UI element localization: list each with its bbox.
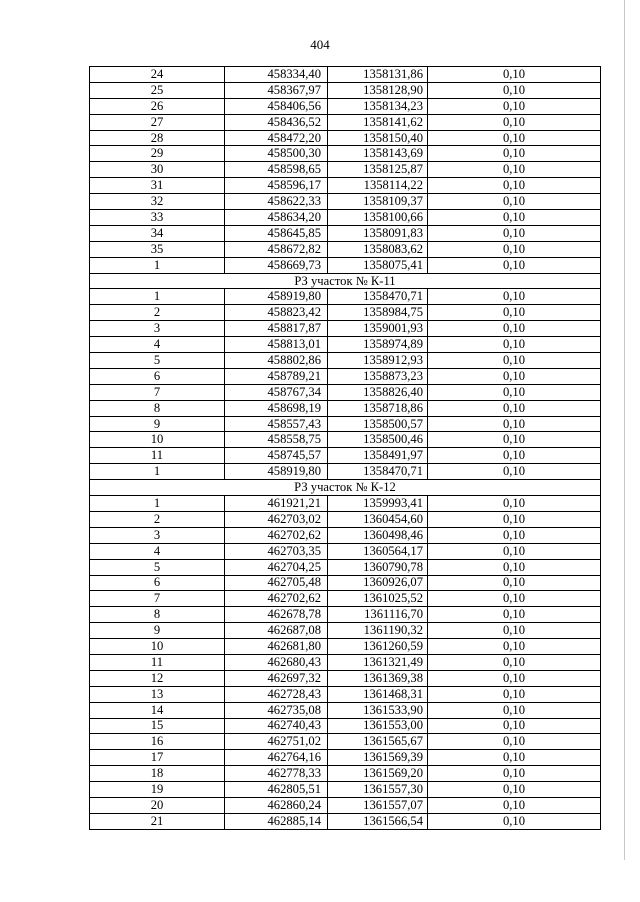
point-number-cell: 16: [90, 734, 225, 750]
accuracy-cell: 0,10: [428, 225, 601, 241]
table-row: [90, 718, 601, 734]
x-coordinate-cell: 458823,42: [225, 305, 328, 321]
y-coordinate-cell: 1358141,62: [328, 114, 428, 130]
y-coordinate-cell: 1360498,46: [328, 527, 428, 543]
y-coordinate-cell: 1358470,71: [328, 289, 428, 305]
x-coordinate-cell: 458472,20: [225, 130, 328, 146]
table-row: [90, 82, 601, 98]
y-coordinate-cell: 1359001,93: [328, 321, 428, 337]
y-coordinate-cell: 1358873,23: [328, 368, 428, 384]
y-coordinate-cell: 1358500,46: [328, 432, 428, 448]
y-coordinate-cell: 1361557,07: [328, 797, 428, 813]
point-number-cell: 9: [90, 416, 225, 432]
y-coordinate-cell: 1361569,20: [328, 766, 428, 782]
point-number-cell: 12: [90, 670, 225, 686]
point-number-cell: 1: [90, 257, 225, 273]
point-number-cell: 31: [90, 178, 225, 194]
point-number-cell: 8: [90, 607, 225, 623]
y-coordinate-cell: 1359993,41: [328, 496, 428, 512]
x-coordinate-cell: 458436,52: [225, 114, 328, 130]
y-coordinate-cell: 1361321,49: [328, 654, 428, 670]
point-number-cell: 9: [90, 623, 225, 639]
y-coordinate-cell: 1361260,59: [328, 639, 428, 655]
y-coordinate-cell: 1361369,38: [328, 670, 428, 686]
y-coordinate-cell: 1358718,86: [328, 400, 428, 416]
y-coordinate-cell: 1358143,69: [328, 146, 428, 162]
point-number-cell: 1: [90, 496, 225, 512]
table-row: [90, 353, 601, 369]
accuracy-cell: 0,10: [428, 416, 601, 432]
section-heading: РЗ участок № К-11: [90, 273, 601, 289]
y-coordinate-cell: 1358500,57: [328, 416, 428, 432]
table-row: [90, 178, 601, 194]
table-row: [90, 782, 601, 798]
accuracy-cell: 0,10: [428, 766, 601, 782]
y-coordinate-cell: 1358114,22: [328, 178, 428, 194]
table-row: [90, 384, 601, 400]
point-number-cell: 17: [90, 750, 225, 766]
table-row: [90, 543, 601, 559]
point-number-cell: 1: [90, 464, 225, 480]
y-coordinate-cell: 1358109,37: [328, 194, 428, 210]
accuracy-cell: 0,10: [428, 194, 601, 210]
accuracy-cell: 0,10: [428, 607, 601, 623]
accuracy-cell: 0,10: [428, 670, 601, 686]
x-coordinate-cell: 458645,85: [225, 225, 328, 241]
point-number-cell: 29: [90, 146, 225, 162]
accuracy-cell: 0,10: [428, 432, 601, 448]
table-row: [90, 766, 601, 782]
accuracy-cell: 0,10: [428, 289, 601, 305]
x-coordinate-cell: 462735,08: [225, 702, 328, 718]
y-coordinate-cell: 1358100,66: [328, 210, 428, 226]
accuracy-cell: 0,10: [428, 718, 601, 734]
point-number-cell: 14: [90, 702, 225, 718]
section-heading-row: [90, 480, 601, 496]
point-number-cell: 18: [90, 766, 225, 782]
table-row: [90, 289, 601, 305]
table-row: [90, 98, 601, 114]
point-number-cell: 4: [90, 337, 225, 353]
x-coordinate-cell: 462740,43: [225, 718, 328, 734]
table-row: [90, 734, 601, 750]
x-coordinate-cell: 458767,34: [225, 384, 328, 400]
x-coordinate-cell: 462697,32: [225, 670, 328, 686]
table-row: [90, 702, 601, 718]
x-coordinate-cell: 458919,80: [225, 464, 328, 480]
table-row: [90, 654, 601, 670]
coordinates-table: [89, 66, 601, 830]
table-row: [90, 162, 601, 178]
y-coordinate-cell: 1361569,39: [328, 750, 428, 766]
table-row: [90, 813, 601, 829]
table-row: [90, 337, 601, 353]
accuracy-cell: 0,10: [428, 400, 601, 416]
x-coordinate-cell: 462702,62: [225, 591, 328, 607]
table-row: [90, 623, 601, 639]
y-coordinate-cell: 1361190,32: [328, 623, 428, 639]
point-number-cell: 2: [90, 305, 225, 321]
table-row: [90, 400, 601, 416]
table-row: [90, 639, 601, 655]
y-coordinate-cell: 1358125,87: [328, 162, 428, 178]
y-coordinate-cell: 1358984,75: [328, 305, 428, 321]
accuracy-cell: 0,10: [428, 782, 601, 798]
y-coordinate-cell: 1358491,97: [328, 448, 428, 464]
x-coordinate-cell: 462703,35: [225, 543, 328, 559]
coordinates-table-body: [90, 67, 601, 830]
point-number-cell: 27: [90, 114, 225, 130]
accuracy-cell: 0,10: [428, 98, 601, 114]
x-coordinate-cell: 462805,51: [225, 782, 328, 798]
x-coordinate-cell: 458622,33: [225, 194, 328, 210]
accuracy-cell: 0,10: [428, 305, 601, 321]
accuracy-cell: 0,10: [428, 654, 601, 670]
accuracy-cell: 0,10: [428, 162, 601, 178]
y-coordinate-cell: 1358075,41: [328, 257, 428, 273]
x-coordinate-cell: 458698,19: [225, 400, 328, 416]
point-number-cell: 34: [90, 225, 225, 241]
point-number-cell: 20: [90, 797, 225, 813]
point-number-cell: 13: [90, 686, 225, 702]
accuracy-cell: 0,10: [428, 527, 601, 543]
y-coordinate-cell: 1361468,31: [328, 686, 428, 702]
y-coordinate-cell: 1361533,90: [328, 702, 428, 718]
x-coordinate-cell: 462751,02: [225, 734, 328, 750]
table-row: [90, 114, 601, 130]
x-coordinate-cell: 462680,43: [225, 654, 328, 670]
accuracy-cell: 0,10: [428, 591, 601, 607]
accuracy-cell: 0,10: [428, 543, 601, 559]
point-number-cell: 26: [90, 98, 225, 114]
point-number-cell: 24: [90, 67, 225, 83]
x-coordinate-cell: 458334,40: [225, 67, 328, 83]
point-number-cell: 6: [90, 368, 225, 384]
table-row: [90, 241, 601, 257]
x-coordinate-cell: 462764,16: [225, 750, 328, 766]
accuracy-cell: 0,10: [428, 67, 601, 83]
table-row: [90, 146, 601, 162]
y-coordinate-cell: 1361565,67: [328, 734, 428, 750]
x-coordinate-cell: 458406,56: [225, 98, 328, 114]
x-coordinate-cell: 458500,30: [225, 146, 328, 162]
accuracy-cell: 0,10: [428, 337, 601, 353]
accuracy-cell: 0,10: [428, 639, 601, 655]
accuracy-cell: 0,10: [428, 797, 601, 813]
accuracy-cell: 0,10: [428, 384, 601, 400]
table-row: [90, 559, 601, 575]
x-coordinate-cell: 458789,21: [225, 368, 328, 384]
section-heading: РЗ участок № К-12: [90, 480, 601, 496]
point-number-cell: 11: [90, 654, 225, 670]
table-row: [90, 496, 601, 512]
accuracy-cell: 0,10: [428, 448, 601, 464]
y-coordinate-cell: 1361557,30: [328, 782, 428, 798]
accuracy-cell: 0,10: [428, 734, 601, 750]
x-coordinate-cell: 462687,08: [225, 623, 328, 639]
y-coordinate-cell: 1358091,83: [328, 225, 428, 241]
x-coordinate-cell: 462705,48: [225, 575, 328, 591]
y-coordinate-cell: 1361116,70: [328, 607, 428, 623]
table-row: [90, 575, 601, 591]
x-coordinate-cell: 462885,14: [225, 813, 328, 829]
table-row: [90, 321, 601, 337]
accuracy-cell: 0,10: [428, 813, 601, 829]
point-number-cell: 35: [90, 241, 225, 257]
accuracy-cell: 0,10: [428, 750, 601, 766]
table-row: [90, 257, 601, 273]
x-coordinate-cell: 458558,75: [225, 432, 328, 448]
y-coordinate-cell: 1358912,93: [328, 353, 428, 369]
table-row: [90, 591, 601, 607]
x-coordinate-cell: 458598,65: [225, 162, 328, 178]
accuracy-cell: 0,10: [428, 257, 601, 273]
accuracy-cell: 0,10: [428, 178, 601, 194]
point-number-cell: 15: [90, 718, 225, 734]
point-number-cell: 33: [90, 210, 225, 226]
x-coordinate-cell: 462704,25: [225, 559, 328, 575]
point-number-cell: 5: [90, 353, 225, 369]
point-number-cell: 10: [90, 639, 225, 655]
point-number-cell: 2: [90, 511, 225, 527]
accuracy-cell: 0,10: [428, 210, 601, 226]
accuracy-cell: 0,10: [428, 321, 601, 337]
point-number-cell: 7: [90, 591, 225, 607]
table-row: [90, 527, 601, 543]
y-coordinate-cell: 1358134,23: [328, 98, 428, 114]
x-coordinate-cell: 462678,78: [225, 607, 328, 623]
y-coordinate-cell: 1358826,40: [328, 384, 428, 400]
y-coordinate-cell: 1358083,62: [328, 241, 428, 257]
point-number-cell: 8: [90, 400, 225, 416]
accuracy-cell: 0,10: [428, 130, 601, 146]
x-coordinate-cell: 462703,02: [225, 511, 328, 527]
point-number-cell: 6: [90, 575, 225, 591]
accuracy-cell: 0,10: [428, 114, 601, 130]
table-row: [90, 416, 601, 432]
accuracy-cell: 0,10: [428, 353, 601, 369]
point-number-cell: 3: [90, 527, 225, 543]
page-number: 404: [310, 37, 330, 52]
table-row: [90, 464, 601, 480]
point-number-cell: 4: [90, 543, 225, 559]
y-coordinate-cell: 1358150,40: [328, 130, 428, 146]
accuracy-cell: 0,10: [428, 496, 601, 512]
y-coordinate-cell: 1360564,17: [328, 543, 428, 559]
x-coordinate-cell: 458817,87: [225, 321, 328, 337]
accuracy-cell: 0,10: [428, 241, 601, 257]
table-row: [90, 797, 601, 813]
scan-edge-line: [624, 0, 625, 860]
table-row: [90, 194, 601, 210]
point-number-cell: 30: [90, 162, 225, 178]
point-number-cell: 25: [90, 82, 225, 98]
x-coordinate-cell: 462778,33: [225, 766, 328, 782]
x-coordinate-cell: 458919,80: [225, 289, 328, 305]
point-number-cell: 1: [90, 289, 225, 305]
table-row: [90, 511, 601, 527]
point-number-cell: 10: [90, 432, 225, 448]
point-number-cell: 32: [90, 194, 225, 210]
section-heading-row: [90, 273, 601, 289]
x-coordinate-cell: 458367,97: [225, 82, 328, 98]
point-number-cell: 7: [90, 384, 225, 400]
point-number-cell: 19: [90, 782, 225, 798]
accuracy-cell: 0,10: [428, 702, 601, 718]
x-coordinate-cell: 458634,20: [225, 210, 328, 226]
point-number-cell: 3: [90, 321, 225, 337]
table-row: [90, 67, 601, 83]
point-number-cell: 21: [90, 813, 225, 829]
table-row: [90, 670, 601, 686]
table-row: [90, 368, 601, 384]
table-row: [90, 130, 601, 146]
y-coordinate-cell: 1360926,07: [328, 575, 428, 591]
x-coordinate-cell: 462702,62: [225, 527, 328, 543]
x-coordinate-cell: 461921,21: [225, 496, 328, 512]
x-coordinate-cell: 458813,01: [225, 337, 328, 353]
accuracy-cell: 0,10: [428, 464, 601, 480]
x-coordinate-cell: 462681,80: [225, 639, 328, 655]
accuracy-cell: 0,10: [428, 686, 601, 702]
y-coordinate-cell: 1358470,71: [328, 464, 428, 480]
accuracy-cell: 0,10: [428, 368, 601, 384]
table-row: [90, 448, 601, 464]
y-coordinate-cell: 1361025,52: [328, 591, 428, 607]
y-coordinate-cell: 1360454,60: [328, 511, 428, 527]
point-number-cell: 11: [90, 448, 225, 464]
table-row: [90, 225, 601, 241]
x-coordinate-cell: 458557,43: [225, 416, 328, 432]
x-coordinate-cell: 458669,73: [225, 257, 328, 273]
x-coordinate-cell: 458596,17: [225, 178, 328, 194]
y-coordinate-cell: 1358131,86: [328, 67, 428, 83]
accuracy-cell: 0,10: [428, 559, 601, 575]
point-number-cell: 5: [90, 559, 225, 575]
table-row: [90, 686, 601, 702]
table-row: [90, 607, 601, 623]
accuracy-cell: 0,10: [428, 623, 601, 639]
table-row: [90, 210, 601, 226]
accuracy-cell: 0,10: [428, 82, 601, 98]
y-coordinate-cell: 1361566,54: [328, 813, 428, 829]
accuracy-cell: 0,10: [428, 575, 601, 591]
accuracy-cell: 0,10: [428, 146, 601, 162]
x-coordinate-cell: 458672,82: [225, 241, 328, 257]
x-coordinate-cell: 462728,43: [225, 686, 328, 702]
y-coordinate-cell: 1361553,00: [328, 718, 428, 734]
y-coordinate-cell: 1360790,78: [328, 559, 428, 575]
x-coordinate-cell: 458745,57: [225, 448, 328, 464]
y-coordinate-cell: 1358128,90: [328, 82, 428, 98]
table-row: [90, 432, 601, 448]
point-number-cell: 28: [90, 130, 225, 146]
x-coordinate-cell: 462860,24: [225, 797, 328, 813]
y-coordinate-cell: 1358974,89: [328, 337, 428, 353]
x-coordinate-cell: 458802,86: [225, 353, 328, 369]
table-row: [90, 305, 601, 321]
table-row: [90, 750, 601, 766]
accuracy-cell: 0,10: [428, 511, 601, 527]
